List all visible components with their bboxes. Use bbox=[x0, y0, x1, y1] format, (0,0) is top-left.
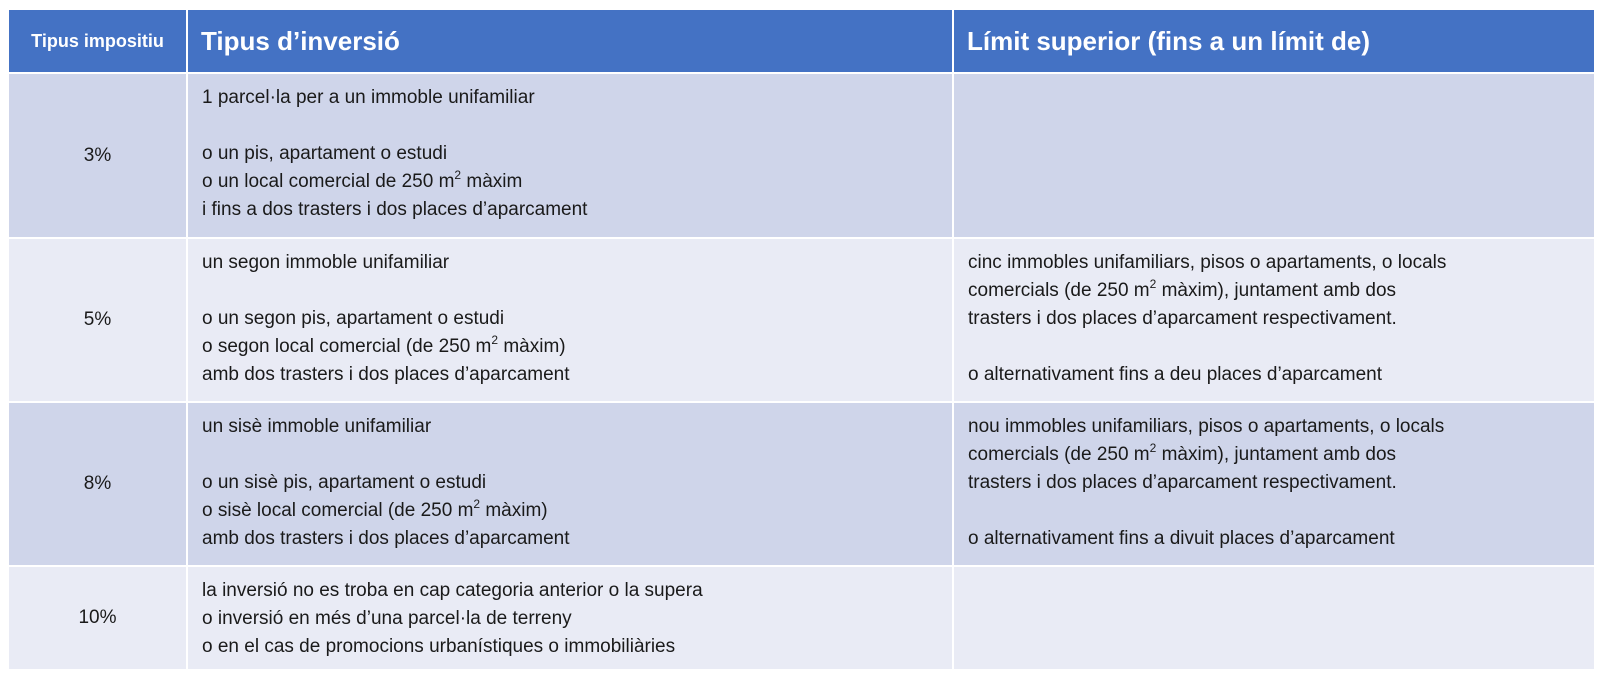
investment-type-cell bbox=[187, 566, 953, 670]
investment-line bbox=[202, 168, 938, 196]
limit-text: comercials (de 250 m bbox=[968, 444, 1150, 465]
investment-line bbox=[202, 497, 938, 525]
superscript: 2 bbox=[1149, 441, 1157, 455]
table-header-row bbox=[8, 9, 1595, 73]
limit-text: màxim), juntament amb dos bbox=[1156, 444, 1397, 465]
limit-line: o alternativament fins a divuit places d’aparcament bbox=[968, 528, 1395, 549]
investment-line bbox=[202, 333, 938, 361]
upper-limit-cell bbox=[953, 566, 1595, 670]
table-row bbox=[8, 566, 1595, 670]
investment-type-cell bbox=[187, 73, 953, 238]
investment-text: màxim bbox=[461, 171, 523, 192]
investment-line: o inversió en més d’una parcel·la de terreny bbox=[202, 608, 572, 629]
investment-line: o un sisè pis, apartament o estudi bbox=[202, 472, 487, 493]
superscript: 2 bbox=[454, 168, 462, 182]
investment-text: o sisè local comercial (de 250 m bbox=[202, 500, 474, 521]
superscript: 2 bbox=[473, 497, 481, 511]
limit-line bbox=[968, 277, 1580, 305]
tax-rate-cell: 5% bbox=[8, 238, 187, 402]
limit-text: màxim), juntament amb dos bbox=[1156, 280, 1397, 301]
tax-rate-table bbox=[7, 8, 1596, 671]
investment-line: amb dos trasters i dos places d’aparcament bbox=[202, 528, 570, 549]
investment-line: un segon immoble unifamiliar bbox=[202, 252, 450, 273]
header-investment-type: Tipus d’inversió bbox=[187, 9, 953, 73]
limit-line: nou immobles unifamiliars, pisos o apartaments, o locals bbox=[968, 416, 1445, 437]
investment-type-cell bbox=[187, 238, 953, 402]
investment-line: o un segon pis, apartament o estudi bbox=[202, 308, 505, 329]
table-row bbox=[8, 402, 1595, 566]
investment-line: o un pis, apartament o estudi bbox=[202, 143, 448, 164]
limit-line: cinc immobles unifamiliars, pisos o apartaments, o locals bbox=[968, 252, 1447, 273]
investment-line: i fins a dos trasters i dos places d’aparcament bbox=[202, 199, 588, 220]
header-tax-rate: Tipus impositiu bbox=[8, 9, 187, 73]
tax-rate-cell: 10% bbox=[8, 566, 187, 670]
limit-line: o alternativament fins a deu places d’aparcament bbox=[968, 364, 1383, 385]
investment-text: o un local comercial de 250 m bbox=[202, 171, 455, 192]
table-row bbox=[8, 73, 1595, 238]
investment-type-cell bbox=[187, 402, 953, 566]
upper-limit-cell bbox=[953, 238, 1595, 402]
tax-rate-cell: 8% bbox=[8, 402, 187, 566]
upper-limit-cell bbox=[953, 402, 1595, 566]
investment-line: amb dos trasters i dos places d’aparcament bbox=[202, 364, 570, 385]
upper-limit-cell bbox=[953, 73, 1595, 238]
limit-line: trasters i dos places d’aparcament respectivament. bbox=[968, 472, 1397, 493]
header-upper-limit: Límit superior (fins a un límit de) bbox=[953, 9, 1595, 73]
limit-line: trasters i dos places d’aparcament respectivament. bbox=[968, 308, 1397, 329]
investment-line: o en el cas de promocions urbanístiques o immobiliàries bbox=[202, 636, 676, 657]
investment-line: 1 parcel·la per a un immoble unifamiliar bbox=[202, 87, 535, 108]
investment-text: màxim) bbox=[480, 500, 548, 521]
limit-line bbox=[968, 441, 1580, 469]
tax-rate-cell: 3% bbox=[8, 73, 187, 238]
table-row bbox=[8, 238, 1595, 402]
superscript: 2 bbox=[1149, 277, 1157, 291]
superscript: 2 bbox=[491, 333, 499, 347]
investment-text: o segon local comercial (de 250 m bbox=[202, 336, 492, 357]
investment-line: un sisè immoble unifamiliar bbox=[202, 416, 432, 437]
investment-text: màxim) bbox=[498, 336, 566, 357]
limit-text: comercials (de 250 m bbox=[968, 280, 1150, 301]
investment-line: la inversió no es troba en cap categoria anterior o la supera bbox=[202, 580, 703, 601]
